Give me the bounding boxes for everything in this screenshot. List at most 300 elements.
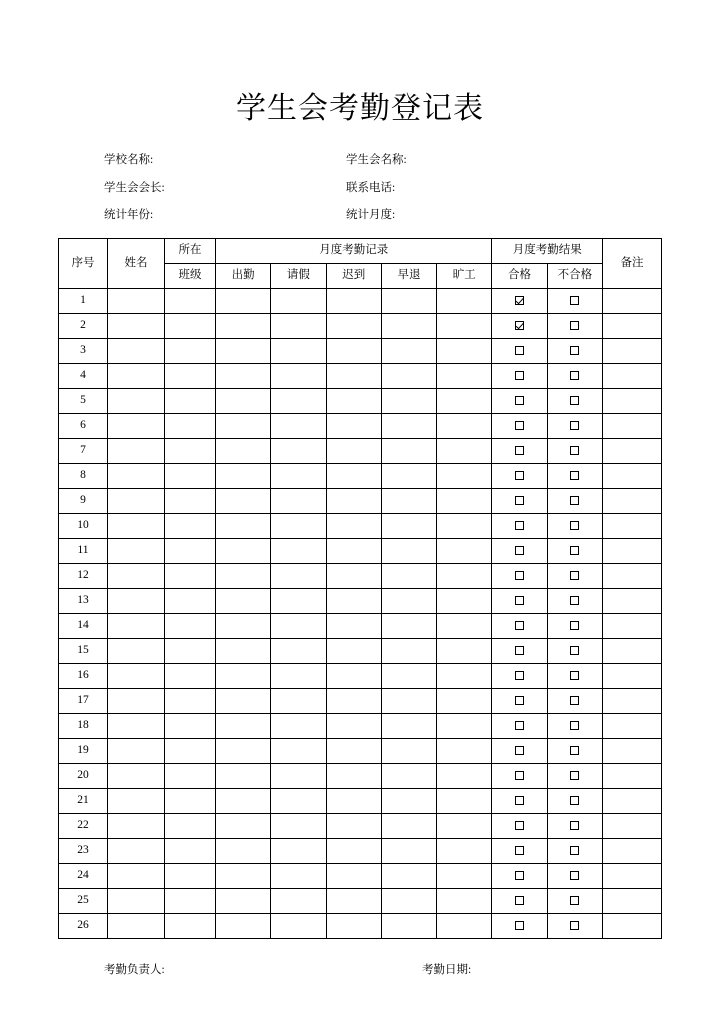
row-pass-cell[interactable] [492, 463, 547, 488]
row-fail-cell[interactable] [547, 838, 602, 863]
row-leave-cell[interactable] [271, 663, 326, 688]
row-fail-cell[interactable] [547, 738, 602, 763]
checkbox-pass[interactable] [515, 396, 524, 405]
row-leave-cell[interactable] [271, 388, 326, 413]
row-name-cell[interactable] [108, 463, 165, 488]
row-early-cell[interactable] [381, 413, 436, 438]
row-fail-cell[interactable] [547, 638, 602, 663]
row-fail-cell[interactable] [547, 538, 602, 563]
row-pass-cell[interactable] [492, 838, 547, 863]
checkbox-fail[interactable] [570, 646, 579, 655]
row-name-cell[interactable] [108, 413, 165, 438]
row-attend-cell[interactable] [216, 563, 271, 588]
row-early-cell[interactable] [381, 613, 436, 638]
checkbox-pass[interactable] [515, 771, 524, 780]
row-early-cell[interactable] [381, 438, 436, 463]
row-fail-cell[interactable] [547, 863, 602, 888]
row-remark-cell[interactable] [603, 588, 662, 613]
row-leave-cell[interactable] [271, 538, 326, 563]
row-late-cell[interactable] [326, 388, 381, 413]
row-attend-cell[interactable] [216, 638, 271, 663]
row-absent-cell[interactable] [437, 388, 492, 413]
row-fail-cell[interactable] [547, 388, 602, 413]
row-fail-cell[interactable] [547, 413, 602, 438]
row-class-cell[interactable] [165, 463, 216, 488]
row-attend-cell[interactable] [216, 813, 271, 838]
row-pass-cell[interactable] [492, 363, 547, 388]
row-fail-cell[interactable] [547, 513, 602, 538]
row-late-cell[interactable] [326, 588, 381, 613]
row-leave-cell[interactable] [271, 638, 326, 663]
row-attend-cell[interactable] [216, 538, 271, 563]
row-class-cell[interactable] [165, 888, 216, 913]
row-late-cell[interactable] [326, 763, 381, 788]
row-attend-cell[interactable] [216, 838, 271, 863]
row-remark-cell[interactable] [603, 738, 662, 763]
row-attend-cell[interactable] [216, 788, 271, 813]
row-class-cell[interactable] [165, 363, 216, 388]
row-class-cell[interactable] [165, 663, 216, 688]
row-early-cell[interactable] [381, 313, 436, 338]
row-absent-cell[interactable] [437, 313, 492, 338]
row-leave-cell[interactable] [271, 488, 326, 513]
row-name-cell[interactable] [108, 788, 165, 813]
row-attend-cell[interactable] [216, 413, 271, 438]
row-name-cell[interactable] [108, 613, 165, 638]
row-late-cell[interactable] [326, 713, 381, 738]
row-attend-cell[interactable] [216, 863, 271, 888]
checkbox-fail[interactable] [570, 871, 579, 880]
checkbox-pass[interactable] [515, 896, 524, 905]
row-fail-cell[interactable] [547, 338, 602, 363]
row-name-cell[interactable] [108, 913, 165, 938]
row-pass-cell[interactable] [492, 888, 547, 913]
checkbox-fail[interactable] [570, 846, 579, 855]
row-name-cell[interactable] [108, 563, 165, 588]
row-attend-cell[interactable] [216, 463, 271, 488]
row-attend-cell[interactable] [216, 488, 271, 513]
row-leave-cell[interactable] [271, 788, 326, 813]
checkbox-pass[interactable] [515, 671, 524, 680]
row-remark-cell[interactable] [603, 438, 662, 463]
row-remark-cell[interactable] [603, 413, 662, 438]
row-attend-cell[interactable] [216, 613, 271, 638]
row-attend-cell[interactable] [216, 363, 271, 388]
row-late-cell[interactable] [326, 463, 381, 488]
checkbox-fail[interactable] [570, 396, 579, 405]
row-late-cell[interactable] [326, 538, 381, 563]
row-early-cell[interactable] [381, 688, 436, 713]
row-pass-cell[interactable] [492, 438, 547, 463]
row-attend-cell[interactable] [216, 388, 271, 413]
row-class-cell[interactable] [165, 788, 216, 813]
row-leave-cell[interactable] [271, 338, 326, 363]
row-early-cell[interactable] [381, 813, 436, 838]
row-pass-cell[interactable] [492, 563, 547, 588]
row-attend-cell[interactable] [216, 313, 271, 338]
row-class-cell[interactable] [165, 488, 216, 513]
row-name-cell[interactable] [108, 538, 165, 563]
row-leave-cell[interactable] [271, 763, 326, 788]
row-remark-cell[interactable] [603, 513, 662, 538]
row-absent-cell[interactable] [437, 538, 492, 563]
row-fail-cell[interactable] [547, 588, 602, 613]
row-class-cell[interactable] [165, 513, 216, 538]
checkbox-pass[interactable] [515, 296, 524, 305]
checkbox-fail[interactable] [570, 371, 579, 380]
row-remark-cell[interactable] [603, 788, 662, 813]
row-remark-cell[interactable] [603, 388, 662, 413]
row-leave-cell[interactable] [271, 863, 326, 888]
row-absent-cell[interactable] [437, 638, 492, 663]
row-pass-cell[interactable] [492, 538, 547, 563]
row-name-cell[interactable] [108, 838, 165, 863]
checkbox-pass[interactable] [515, 871, 524, 880]
checkbox-pass[interactable] [515, 471, 524, 480]
row-late-cell[interactable] [326, 913, 381, 938]
checkbox-pass[interactable] [515, 746, 524, 755]
row-absent-cell[interactable] [437, 663, 492, 688]
checkbox-fail[interactable] [570, 921, 579, 930]
row-attend-cell[interactable] [216, 513, 271, 538]
row-pass-cell[interactable] [492, 513, 547, 538]
checkbox-fail[interactable] [570, 421, 579, 430]
row-late-cell[interactable] [326, 438, 381, 463]
row-early-cell[interactable] [381, 913, 436, 938]
row-fail-cell[interactable] [547, 463, 602, 488]
row-absent-cell[interactable] [437, 588, 492, 613]
checkbox-fail[interactable] [570, 296, 579, 305]
row-attend-cell[interactable] [216, 688, 271, 713]
row-remark-cell[interactable] [603, 288, 662, 313]
row-class-cell[interactable] [165, 538, 216, 563]
row-leave-cell[interactable] [271, 288, 326, 313]
row-late-cell[interactable] [326, 638, 381, 663]
row-early-cell[interactable] [381, 338, 436, 363]
row-pass-cell[interactable] [492, 588, 547, 613]
row-fail-cell[interactable] [547, 763, 602, 788]
row-pass-cell[interactable] [492, 763, 547, 788]
row-remark-cell[interactable] [603, 838, 662, 863]
row-name-cell[interactable] [108, 313, 165, 338]
row-attend-cell[interactable] [216, 763, 271, 788]
row-late-cell[interactable] [326, 363, 381, 388]
row-late-cell[interactable] [326, 838, 381, 863]
row-pass-cell[interactable] [492, 813, 547, 838]
row-absent-cell[interactable] [437, 738, 492, 763]
row-class-cell[interactable] [165, 688, 216, 713]
checkbox-pass[interactable] [515, 596, 524, 605]
checkbox-pass[interactable] [515, 721, 524, 730]
row-absent-cell[interactable] [437, 463, 492, 488]
row-name-cell[interactable] [108, 663, 165, 688]
row-early-cell[interactable] [381, 288, 436, 313]
row-attend-cell[interactable] [216, 288, 271, 313]
row-early-cell[interactable] [381, 588, 436, 613]
row-early-cell[interactable] [381, 538, 436, 563]
row-leave-cell[interactable] [271, 413, 326, 438]
checkbox-pass[interactable] [515, 521, 524, 530]
row-fail-cell[interactable] [547, 563, 602, 588]
row-pass-cell[interactable] [492, 663, 547, 688]
row-late-cell[interactable] [326, 288, 381, 313]
row-early-cell[interactable] [381, 763, 436, 788]
row-class-cell[interactable] [165, 713, 216, 738]
row-early-cell[interactable] [381, 788, 436, 813]
row-remark-cell[interactable] [603, 463, 662, 488]
row-fail-cell[interactable] [547, 488, 602, 513]
row-fail-cell[interactable] [547, 888, 602, 913]
row-pass-cell[interactable] [492, 863, 547, 888]
row-late-cell[interactable] [326, 488, 381, 513]
row-remark-cell[interactable] [603, 763, 662, 788]
checkbox-fail[interactable] [570, 346, 579, 355]
row-fail-cell[interactable] [547, 663, 602, 688]
row-remark-cell[interactable] [603, 488, 662, 513]
checkbox-pass[interactable] [515, 371, 524, 380]
checkbox-fail[interactable] [570, 821, 579, 830]
row-fail-cell[interactable] [547, 313, 602, 338]
checkbox-fail[interactable] [570, 596, 579, 605]
row-class-cell[interactable] [165, 913, 216, 938]
row-leave-cell[interactable] [271, 813, 326, 838]
row-name-cell[interactable] [108, 763, 165, 788]
row-class-cell[interactable] [165, 413, 216, 438]
row-early-cell[interactable] [381, 388, 436, 413]
row-absent-cell[interactable] [437, 813, 492, 838]
row-late-cell[interactable] [326, 513, 381, 538]
row-name-cell[interactable] [108, 288, 165, 313]
row-remark-cell[interactable] [603, 713, 662, 738]
row-absent-cell[interactable] [437, 838, 492, 863]
row-pass-cell[interactable] [492, 913, 547, 938]
row-absent-cell[interactable] [437, 363, 492, 388]
row-name-cell[interactable] [108, 488, 165, 513]
row-fail-cell[interactable] [547, 788, 602, 813]
row-remark-cell[interactable] [603, 363, 662, 388]
row-leave-cell[interactable] [271, 363, 326, 388]
row-late-cell[interactable] [326, 888, 381, 913]
row-leave-cell[interactable] [271, 713, 326, 738]
row-early-cell[interactable] [381, 838, 436, 863]
row-leave-cell[interactable] [271, 463, 326, 488]
checkbox-fail[interactable] [570, 746, 579, 755]
row-leave-cell[interactable] [271, 588, 326, 613]
row-remark-cell[interactable] [603, 813, 662, 838]
row-attend-cell[interactable] [216, 588, 271, 613]
row-early-cell[interactable] [381, 463, 436, 488]
row-class-cell[interactable] [165, 563, 216, 588]
row-late-cell[interactable] [326, 563, 381, 588]
checkbox-fail[interactable] [570, 721, 579, 730]
row-pass-cell[interactable] [492, 388, 547, 413]
row-early-cell[interactable] [381, 713, 436, 738]
row-pass-cell[interactable] [492, 638, 547, 663]
row-absent-cell[interactable] [437, 288, 492, 313]
row-late-cell[interactable] [326, 663, 381, 688]
checkbox-pass[interactable] [515, 346, 524, 355]
row-class-cell[interactable] [165, 638, 216, 663]
row-class-cell[interactable] [165, 338, 216, 363]
checkbox-fail[interactable] [570, 796, 579, 805]
checkbox-fail[interactable] [570, 896, 579, 905]
row-early-cell[interactable] [381, 638, 436, 663]
row-attend-cell[interactable] [216, 338, 271, 363]
row-remark-cell[interactable] [603, 538, 662, 563]
checkbox-fail[interactable] [570, 671, 579, 680]
row-leave-cell[interactable] [271, 613, 326, 638]
row-class-cell[interactable] [165, 388, 216, 413]
row-fail-cell[interactable] [547, 813, 602, 838]
row-attend-cell[interactable] [216, 913, 271, 938]
row-fail-cell[interactable] [547, 688, 602, 713]
row-absent-cell[interactable] [437, 438, 492, 463]
row-name-cell[interactable] [108, 638, 165, 663]
row-late-cell[interactable] [326, 688, 381, 713]
row-late-cell[interactable] [326, 863, 381, 888]
row-attend-cell[interactable] [216, 713, 271, 738]
checkbox-pass[interactable] [515, 846, 524, 855]
checkbox-fail[interactable] [570, 621, 579, 630]
row-fail-cell[interactable] [547, 613, 602, 638]
checkbox-fail[interactable] [570, 321, 579, 330]
row-late-cell[interactable] [326, 813, 381, 838]
row-leave-cell[interactable] [271, 913, 326, 938]
row-name-cell[interactable] [108, 888, 165, 913]
checkbox-pass[interactable] [515, 321, 524, 330]
row-class-cell[interactable] [165, 738, 216, 763]
row-remark-cell[interactable] [603, 638, 662, 663]
row-remark-cell[interactable] [603, 888, 662, 913]
checkbox-pass[interactable] [515, 446, 524, 455]
row-fail-cell[interactable] [547, 363, 602, 388]
row-remark-cell[interactable] [603, 338, 662, 363]
row-early-cell[interactable] [381, 563, 436, 588]
row-fail-cell[interactable] [547, 288, 602, 313]
row-remark-cell[interactable] [603, 663, 662, 688]
row-pass-cell[interactable] [492, 738, 547, 763]
row-early-cell[interactable] [381, 663, 436, 688]
row-absent-cell[interactable] [437, 713, 492, 738]
row-absent-cell[interactable] [437, 788, 492, 813]
row-early-cell[interactable] [381, 863, 436, 888]
row-attend-cell[interactable] [216, 888, 271, 913]
checkbox-pass[interactable] [515, 821, 524, 830]
checkbox-pass[interactable] [515, 571, 524, 580]
row-pass-cell[interactable] [492, 313, 547, 338]
row-late-cell[interactable] [326, 738, 381, 763]
row-leave-cell[interactable] [271, 738, 326, 763]
checkbox-fail[interactable] [570, 446, 579, 455]
row-early-cell[interactable] [381, 738, 436, 763]
row-early-cell[interactable] [381, 888, 436, 913]
row-remark-cell[interactable] [603, 688, 662, 713]
row-late-cell[interactable] [326, 788, 381, 813]
row-pass-cell[interactable] [492, 613, 547, 638]
row-absent-cell[interactable] [437, 338, 492, 363]
checkbox-pass[interactable] [515, 921, 524, 930]
row-class-cell[interactable] [165, 438, 216, 463]
row-pass-cell[interactable] [492, 713, 547, 738]
row-absent-cell[interactable] [437, 488, 492, 513]
row-attend-cell[interactable] [216, 438, 271, 463]
row-pass-cell[interactable] [492, 413, 547, 438]
checkbox-pass[interactable] [515, 496, 524, 505]
row-early-cell[interactable] [381, 513, 436, 538]
row-name-cell[interactable] [108, 588, 165, 613]
row-absent-cell[interactable] [437, 763, 492, 788]
row-fail-cell[interactable] [547, 913, 602, 938]
checkbox-fail[interactable] [570, 771, 579, 780]
checkbox-pass[interactable] [515, 646, 524, 655]
row-early-cell[interactable] [381, 363, 436, 388]
checkbox-fail[interactable] [570, 496, 579, 505]
row-early-cell[interactable] [381, 488, 436, 513]
row-name-cell[interactable] [108, 863, 165, 888]
row-leave-cell[interactable] [271, 313, 326, 338]
checkbox-fail[interactable] [570, 696, 579, 705]
row-pass-cell[interactable] [492, 688, 547, 713]
checkbox-pass[interactable] [515, 621, 524, 630]
row-absent-cell[interactable] [437, 513, 492, 538]
row-late-cell[interactable] [326, 613, 381, 638]
checkbox-fail[interactable] [570, 571, 579, 580]
row-pass-cell[interactable] [492, 338, 547, 363]
row-absent-cell[interactable] [437, 413, 492, 438]
checkbox-fail[interactable] [570, 546, 579, 555]
row-absent-cell[interactable] [437, 688, 492, 713]
row-class-cell[interactable] [165, 763, 216, 788]
row-class-cell[interactable] [165, 288, 216, 313]
row-late-cell[interactable] [326, 313, 381, 338]
row-class-cell[interactable] [165, 838, 216, 863]
row-name-cell[interactable] [108, 513, 165, 538]
row-absent-cell[interactable] [437, 913, 492, 938]
row-remark-cell[interactable] [603, 313, 662, 338]
row-name-cell[interactable] [108, 738, 165, 763]
checkbox-pass[interactable] [515, 796, 524, 805]
row-absent-cell[interactable] [437, 888, 492, 913]
row-name-cell[interactable] [108, 688, 165, 713]
row-absent-cell[interactable] [437, 863, 492, 888]
row-class-cell[interactable] [165, 313, 216, 338]
row-remark-cell[interactable] [603, 913, 662, 938]
row-leave-cell[interactable] [271, 438, 326, 463]
row-name-cell[interactable] [108, 363, 165, 388]
row-attend-cell[interactable] [216, 663, 271, 688]
row-pass-cell[interactable] [492, 488, 547, 513]
row-class-cell[interactable] [165, 613, 216, 638]
row-leave-cell[interactable] [271, 888, 326, 913]
checkbox-fail[interactable] [570, 471, 579, 480]
row-absent-cell[interactable] [437, 563, 492, 588]
row-class-cell[interactable] [165, 863, 216, 888]
checkbox-pass[interactable] [515, 546, 524, 555]
row-pass-cell[interactable] [492, 788, 547, 813]
row-name-cell[interactable] [108, 338, 165, 363]
row-leave-cell[interactable] [271, 838, 326, 863]
row-remark-cell[interactable] [603, 613, 662, 638]
row-attend-cell[interactable] [216, 738, 271, 763]
row-remark-cell[interactable] [603, 863, 662, 888]
row-fail-cell[interactable] [547, 713, 602, 738]
row-name-cell[interactable] [108, 388, 165, 413]
row-leave-cell[interactable] [271, 563, 326, 588]
checkbox-fail[interactable] [570, 521, 579, 530]
row-late-cell[interactable] [326, 413, 381, 438]
row-leave-cell[interactable] [271, 688, 326, 713]
row-remark-cell[interactable] [603, 563, 662, 588]
